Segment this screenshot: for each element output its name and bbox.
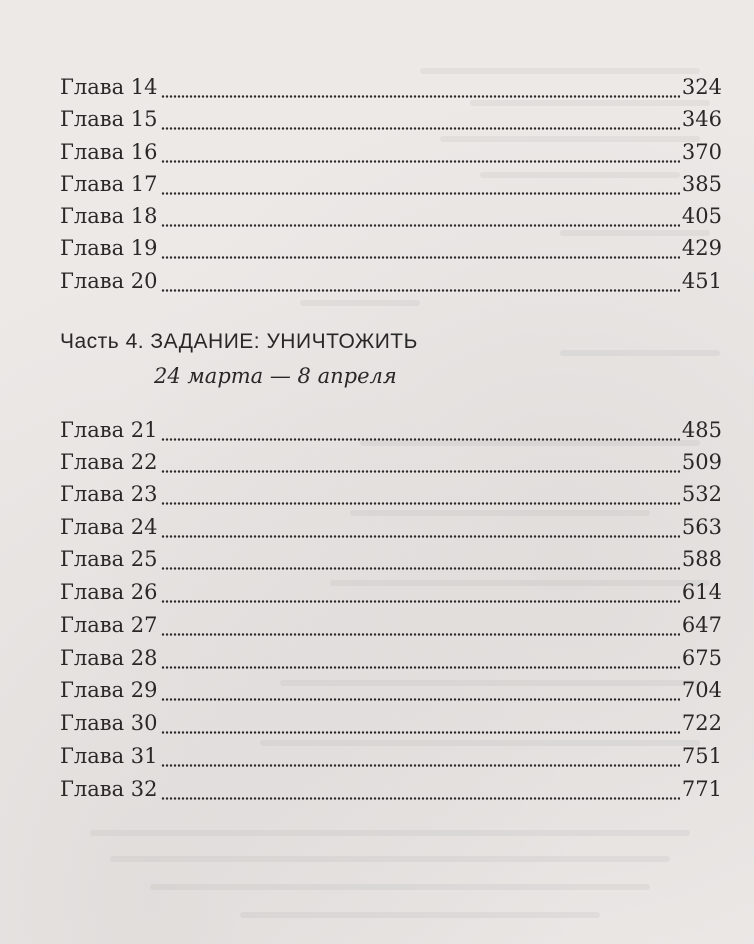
toc-entry-label: Глава 29 <box>60 678 158 702</box>
toc-entry-label: Глава 32 <box>60 777 158 801</box>
toc-entry-chapter-20[interactable] <box>60 266 722 296</box>
dot-leader <box>161 567 680 570</box>
toc-entry-page: 588 <box>681 547 722 571</box>
toc-entry-page: 704 <box>681 678 722 702</box>
toc-entry-label: Глава 20 <box>60 269 158 293</box>
toc-entry-page: 405 <box>681 204 722 228</box>
dot-leader <box>161 256 680 259</box>
toc-entry-page: 429 <box>681 236 722 260</box>
toc-entry-chapter-22[interactable] <box>60 447 722 477</box>
bleed-through-line <box>110 856 670 862</box>
toc-entry-label: Глава 15 <box>60 107 158 131</box>
dot-leader <box>161 95 680 98</box>
toc-entry-label: Глава 22 <box>60 450 158 474</box>
toc-entry-page: 509 <box>681 450 722 474</box>
toc-entry-page: 532 <box>681 482 722 506</box>
dot-leader <box>161 797 680 800</box>
toc-entry-label: Глава 21 <box>60 418 158 442</box>
toc-entry-page: 614 <box>681 580 722 604</box>
toc-entry-chapter-16[interactable] <box>60 137 722 167</box>
toc-entry-chapter-27[interactable] <box>60 610 722 640</box>
bleed-through-line <box>240 912 600 918</box>
dot-leader <box>161 731 680 734</box>
dot-leader <box>161 224 680 227</box>
dot-leader <box>161 127 680 130</box>
toc-entry-label: Глава 23 <box>60 482 158 506</box>
toc-entry-label: Глава 17 <box>60 172 158 196</box>
toc-entry-page: 563 <box>681 515 722 539</box>
toc-entry-page: 451 <box>681 269 722 293</box>
toc-entry-page: 370 <box>681 140 722 164</box>
toc-entry-chapter-31[interactable] <box>60 741 722 771</box>
bleed-through-line <box>300 300 420 306</box>
toc-entry-chapter-19[interactable] <box>60 233 722 263</box>
bleed-through-line <box>560 350 720 356</box>
toc-entry-label: Глава 18 <box>60 204 158 228</box>
toc-entry-page: 647 <box>681 613 722 637</box>
toc-entry-label: Глава 31 <box>60 744 158 768</box>
toc-entry-label: Глава 27 <box>60 613 158 637</box>
toc-entry-label: Глава 14 <box>60 75 158 99</box>
dot-leader <box>161 698 680 701</box>
toc-entry-label: Глава 26 <box>60 580 158 604</box>
part-dates: 24 марта — 8 апреля <box>154 364 397 388</box>
toc-entry-chapter-18[interactable] <box>60 201 722 231</box>
toc-entry-page: 771 <box>681 777 722 801</box>
dot-leader <box>161 470 680 473</box>
toc-entry-chapter-23[interactable] <box>60 479 722 509</box>
toc-entry-label: Глава 28 <box>60 646 158 670</box>
toc-entry-page: 722 <box>681 711 722 735</box>
toc-entry-chapter-32[interactable] <box>60 774 722 804</box>
toc-entry-page: 751 <box>681 744 722 768</box>
toc-entry-chapter-25[interactable] <box>60 544 722 574</box>
toc-entry-page: 324 <box>681 75 722 99</box>
dot-leader <box>161 764 680 767</box>
dot-leader <box>161 289 680 292</box>
toc-entry-page: 346 <box>681 107 722 131</box>
dot-leader <box>161 600 680 603</box>
dot-leader <box>161 666 680 669</box>
toc-entry-chapter-15[interactable] <box>60 104 722 134</box>
toc-entry-page: 675 <box>681 646 722 670</box>
toc-entry-chapter-14[interactable] <box>60 72 722 102</box>
dot-leader <box>161 192 680 195</box>
toc-entry-chapter-30[interactable] <box>60 708 722 738</box>
toc-entry-label: Глава 25 <box>60 547 158 571</box>
dot-leader <box>161 535 680 538</box>
toc-entry-chapter-24[interactable] <box>60 512 722 542</box>
toc-entry-chapter-26[interactable] <box>60 577 722 607</box>
part-title: Часть 4. ЗАДАНИЕ: УНИЧТОЖИТЬ <box>60 330 418 353</box>
toc-entry-chapter-21[interactable] <box>60 415 722 445</box>
toc-entry-chapter-29[interactable] <box>60 675 722 705</box>
bleed-through-line <box>90 830 690 836</box>
dot-leader <box>161 438 680 441</box>
toc-entry-page: 385 <box>681 172 722 196</box>
dot-leader <box>161 502 680 505</box>
dot-leader <box>161 633 680 636</box>
toc-entry-label: Глава 30 <box>60 711 158 735</box>
toc-entry-label: Глава 16 <box>60 140 158 164</box>
toc-entry-chapter-28[interactable] <box>60 643 722 673</box>
dot-leader <box>161 160 680 163</box>
toc-entry-chapter-17[interactable] <box>60 169 722 199</box>
toc-entry-label: Глава 19 <box>60 236 158 260</box>
bleed-through-line <box>150 884 650 890</box>
toc-entry-page: 485 <box>681 418 722 442</box>
toc-entry-label: Глава 24 <box>60 515 158 539</box>
